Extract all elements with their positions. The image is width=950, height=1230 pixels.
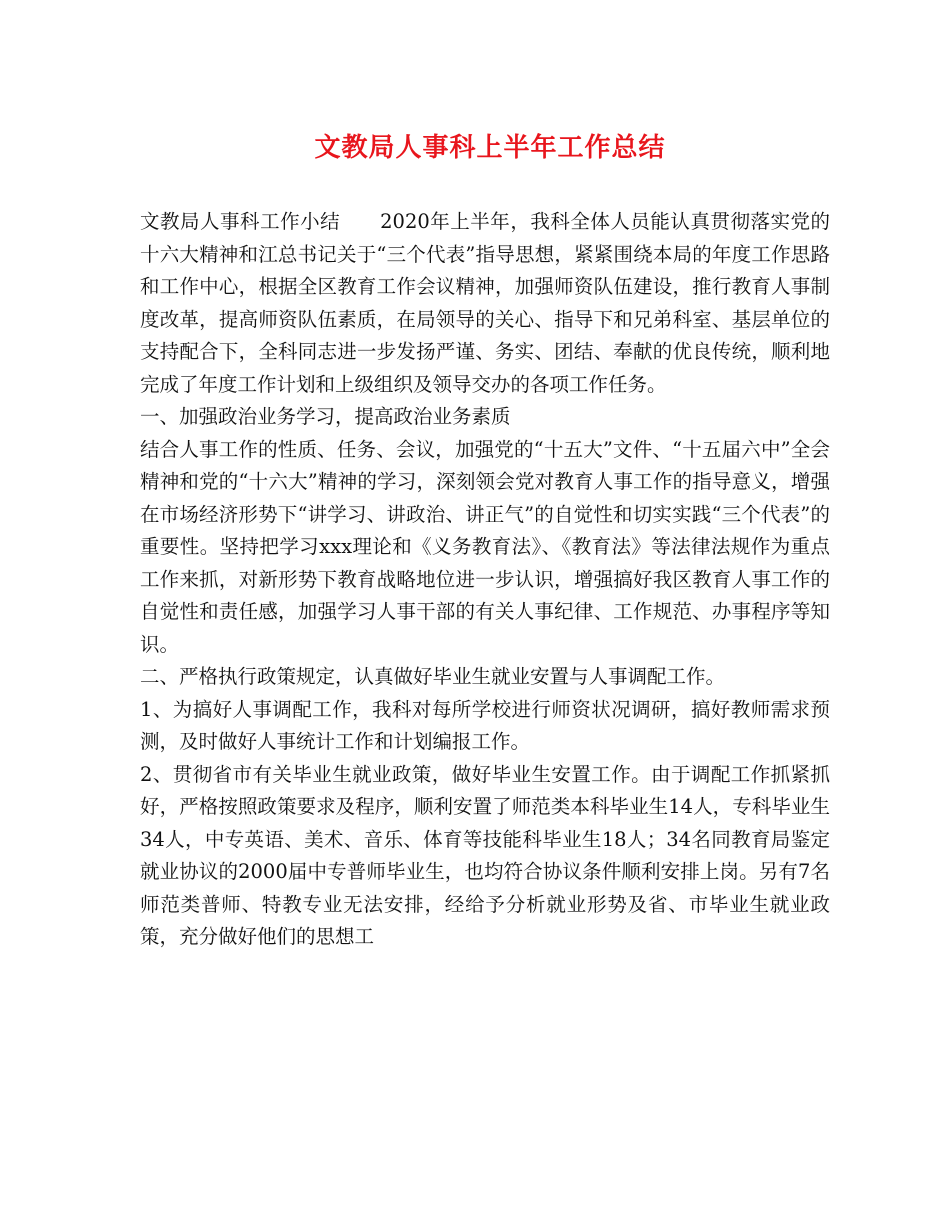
section-2-item-1: 1、为搞好人事调配工作，我科对每所学校进行师资状况调研，搞好教师需求预测，及时做好人事统计工作和计划编报工作。 xyxy=(140,697,830,753)
intro-paragraph: 文教局人事科工作小结 2020年上半年，我科全体人员能认真贯彻落实党的十六大精神和江总书记关于“三个代表”指导思想，紧紧围绕本局的年度工作思路和工作中心，根据全区教育工作会议精神，加强师资队伍建设，推行教育人事制度改革，提高师资队伍素质，在局领导的关心、指导下和兄弟科室、基层单位的支持配合下，全科同志进一步发扬严谨、务实、团结、奉献的优良传统，顺利地完成了年度工作计划和上级组织及领导交办的各项工作任务。 xyxy=(140,210,830,396)
section-heading-2: 二、严格执行政策规定，认真做好毕业生就业安置与人事调配工作。 xyxy=(140,665,726,688)
document-body xyxy=(140,206,830,954)
document-title: 文教局人事科上半年工作总结 xyxy=(314,133,666,163)
section-1-paragraph: 结合人事工作的性质、任务、会议，加强党的“十五大”文件、“十五届六中”全会精神和党的“十六大”精神的学习，深刻领会党对教育人事工作的指导意义，增强在市场经济形势下“讲学习、讲政治、讲正气”的自觉性和切实实践“三个代表”的重要性。坚持把学习xxx理论和《义务教育法》、《教育法》等法律法规作为重点工作来抓，对新形势下教育战略地位进一步认识，增强搞好我区教育人事工作的自觉性和责任感，加强学习人事干部的有关人事纪律、工作规范、办事程序等知识。 xyxy=(140,437,830,656)
section-2-item-2: 2、贯彻省市有关毕业生就业政策，做好毕业生安置工作。由于调配工作抓紧抓好，严格按照政策要求及程序，顺利安置了师范类本科毕业生14人，专科毕业生34人，中专英语、美术、音乐、体育等技能科毕业生18人；34名同教育局鉴定就业协议的2000届中专普师毕业生，也均符合协议条件顺利安排上岗。另有7名师范类普师、特教专业无法安排，经给予分析就业形势及省、市毕业生就业政策，充分做好他们的思想工 xyxy=(140,762,830,948)
section-heading-1: 一、加强政治业务学习，提高政治业务素质 xyxy=(140,405,511,428)
